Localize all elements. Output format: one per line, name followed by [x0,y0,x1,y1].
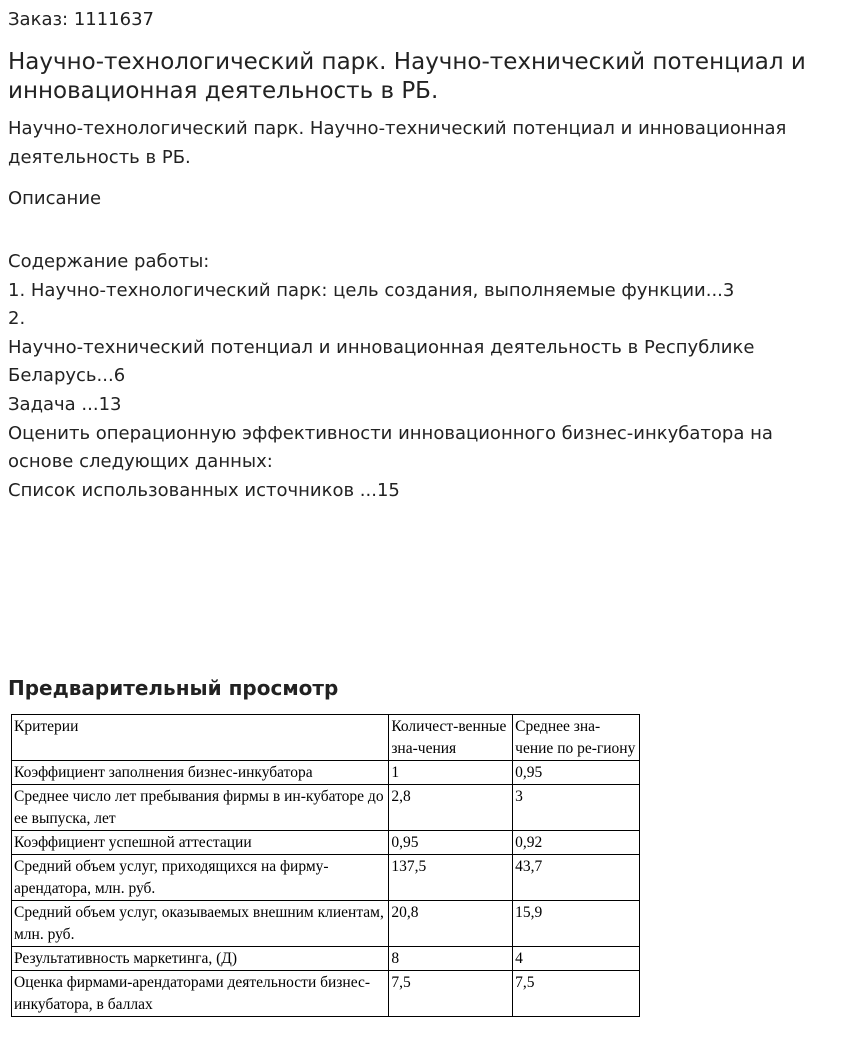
table-cell: 43,7 [513,855,640,901]
table-header-cell: Критерии [12,715,389,761]
page-title: Научно-технологический парк. Научно-технический потенциал и инновационная деятельность в РБ. [8,49,806,104]
table-cell: 4 [513,947,640,971]
table-cell: Средний объем услуг, приходящихся на фирму-арендатора, млн. руб. [12,855,389,901]
table-cell: 0,95 [389,831,513,855]
contents-line: 1. Научно-технологический парк: цель создания, выполняемые функции...3 [8,279,735,301]
page-subtitle: Научно-технологический парк. Научно-технический потенциал и инновационная деятельность в РБ. [8,118,787,168]
table-cell: Среднее число лет пребывания фирмы в ин-кубаторе до ее выпуска, лет [12,785,389,831]
table-header-cell: Количест-венные зна-чения [389,715,513,761]
table-cell: 15,9 [513,901,640,947]
table-cell: 0,95 [513,761,640,785]
contents-line: Список использованных источников ...15 [8,479,400,501]
table-row [12,855,640,901]
table-cell: Результативность маркетинга, (Д) [12,947,389,971]
table-cell: 3 [513,785,640,831]
table-cell: 2,8 [389,785,513,831]
table-row [12,901,640,947]
table-cell: 20,8 [389,901,513,947]
table-cell: 7,5 [513,971,640,1017]
table-cell: 7,5 [389,971,513,1017]
table-header-cell: Среднее зна-чение по ре-гиону [513,715,640,761]
contents-block [8,248,838,505]
table-cell: Оценка фирмами-арендаторами деятельности бизнес-инкубатора, в баллах [12,971,389,1017]
table-cell: 8 [389,947,513,971]
table-row [12,831,640,855]
contents-line: 2. [8,308,26,330]
contents-line: Задача ...13 [8,393,122,415]
table-row [12,971,640,1017]
contents-line: Содержание работы: [8,251,210,272]
contents-line: Научно-технический потенциал и инновационная деятельность в Республике Беларусь...6 [8,336,755,387]
table-cell: Коэффициент успешной аттестации [12,831,389,855]
contents-line: Оценить операционную эффективности инновационного бизнес-инкубатора на основе следующих данных: [8,422,773,473]
description-label: Описание [8,188,102,209]
table-cell: 0,92 [513,831,640,855]
table-cell: 137,5 [389,855,513,901]
order-number: Заказ: 1111637 [8,9,154,30]
table-cell: Средний объем услуг, оказываемых внешним клиентам, млн. руб. [12,901,389,947]
table-row [12,947,640,971]
table-header-row [12,715,640,761]
preview-heading: Предварительный просмотр [8,676,339,700]
criteria-table [11,714,640,1017]
table-row [12,785,640,831]
table-cell: Коэффициент заполнения бизнес-инкубатора [12,761,389,785]
table-row [12,761,640,785]
table-cell: 1 [389,761,513,785]
